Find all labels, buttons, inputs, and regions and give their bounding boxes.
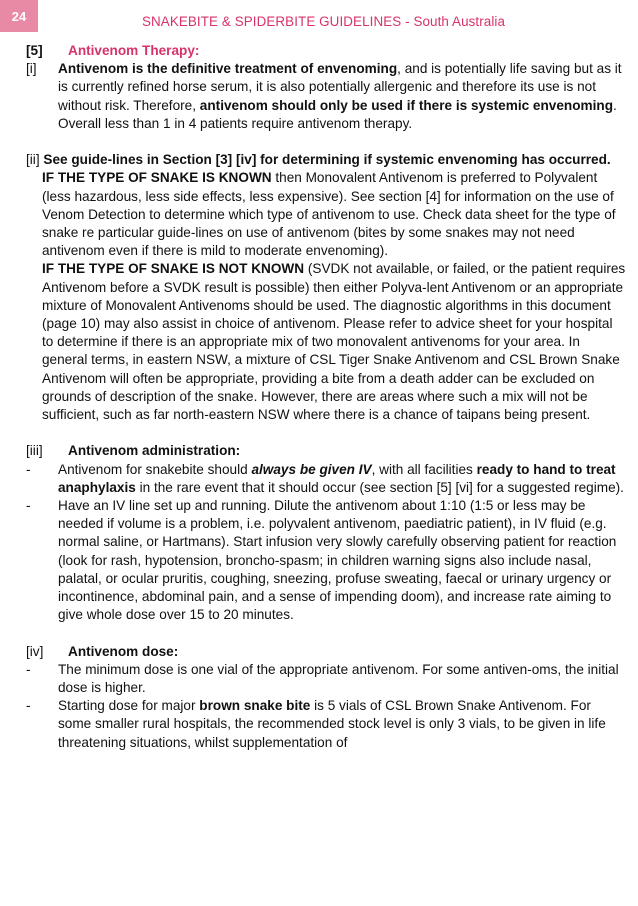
- page-number: 24: [11, 8, 27, 24]
- section-5-heading: [26, 42, 626, 60]
- list-item-text: Have an IV line set up and running. Dilute the antivenom about 1:10 (1:5 or less may be needed if volume is a problem, i.e. polyvalent antivenom, paediatric patient), in IV fluid (e.g. normal saline, or Hartmans). Start infusion very slowly carefully observing patient for reaction (look for rash, hypotension, broncho-spasm; in children warning signs also include nasal, palatal, or ocular pruritis, coughing, sneezing, profuse sweating, faecal or urinary urgency or incontinence, abdominal pain, and a sense of impending doom), and increase rate aiming to give whole dose over 15 to 20 minutes.: [58, 498, 617, 623]
- paragraph-text: [26, 169, 626, 260]
- text-run: Starting dose for major: [58, 698, 200, 714]
- bullet-dash: -: [26, 698, 31, 714]
- section-marker: [iii]: [26, 443, 43, 459]
- item-marker: [ii]: [26, 152, 40, 168]
- text-run: then Monovalent Antivenom is preferred to Polyvalent (less hazardous, less side effects, less expensive). See section [4] for information on the use of Venom Detection to determine which type of antivenom to use. Check data sheet for the type of snake re particular guide-lines on use of antivenom (bites by some snakes may not need antivenom even if there is mild to moderate envenoming).: [42, 170, 616, 259]
- section-heading: Antivenom dose:: [68, 643, 179, 659]
- bold-phrase: ready to hand to treat anaphylaxis: [58, 461, 616, 495]
- text-run: is 5 vials of CSL Brown Snake Antivenom. For some smaller rural hospitals, the recommended stock level is only 3 vials, to be given in life threatening situations, whilst supplementation of: [58, 698, 606, 750]
- section-iv-heading: [26, 643, 626, 661]
- text-run: (SVDK not available, or failed, or the patient requires Antivenom before a SVDK result is possible) then either Polyva-lent Antivenom or an appropriate mixture of Monovalent Antivenoms should be used. The diagnostic algorithms in this document (page 10) may also assist in choice of antivenom. Please refer to advice sheet for your hospital to determine if there is an appropriate mix of two monovalent antivenoms for your area. In general terms, in eastern NSW, a mixture of CSL Tiger Snake Antivenom and CSL Brown Snake Antivenom will often be appropriate, providing a bite from a death adder can be excluded on grounds of description of the snake. However, there are areas where such a mix will not be sufficient, such as far north-eastern NSW where there is a chance of taipans being present.: [42, 261, 626, 423]
- paragraph-text: [42, 60, 626, 133]
- text-run: Antivenom for snakebite should: [58, 461, 252, 477]
- section-heading: Antivenom administration:: [68, 443, 241, 459]
- page-number-tab: [0, 0, 38, 32]
- document-body: [26, 42, 626, 752]
- section-marker: [5]: [26, 43, 43, 58]
- bold-phrase: Antivenom is the definitive treatment of envenoming: [58, 61, 398, 77]
- text-run: , with all facilities: [371, 461, 477, 477]
- bullet-dash: -: [26, 661, 31, 677]
- paragraph-text: [26, 260, 626, 424]
- text-run: in the rare event that it should occur (see section [5] [vi] for a suggested regime).: [135, 479, 624, 495]
- text-run: , and is potentially life saving but as it is currently refined horse serum, it is also potentially allergenic and therefore its use is not without risk. Therefore,: [58, 61, 622, 113]
- item-marker: [i]: [26, 61, 37, 77]
- bullet-dash: -: [26, 498, 31, 514]
- spacer: [26, 624, 626, 642]
- bold-phrase: See guide-lines in Section [3] [iv] for determining if systemic envenoming has occurred.: [43, 152, 611, 168]
- bold-phrase: IF THE TYPE OF SNAKE IS KNOWN: [42, 170, 272, 186]
- text-run: . Overall less than 1 in 4 patients require antivenom therapy.: [58, 97, 617, 131]
- spacer: [26, 424, 626, 442]
- list-item: [26, 697, 626, 752]
- bold-phrase: brown snake bite: [199, 698, 311, 714]
- paragraph-text: [26, 151, 626, 169]
- section-marker: [iv]: [26, 643, 44, 659]
- list-item: [26, 661, 626, 697]
- bold-phrase: IF THE TYPE OF SNAKE IS NOT KNOWN: [42, 261, 305, 277]
- list-item-text: [42, 697, 626, 752]
- list-item: [26, 461, 626, 497]
- running-header-title: SNAKEBITE & SPIDERBITE GUIDELINES - South Australia: [142, 14, 506, 29]
- bold-phrase: antivenom should only be used if there is systemic envenoming: [199, 97, 613, 113]
- list-item-text: [42, 461, 626, 497]
- list-item: [26, 497, 626, 624]
- paragraph-ii: [26, 151, 626, 424]
- section-iii-heading: [26, 442, 626, 460]
- bold-italic-phrase: always be given IV: [251, 461, 372, 477]
- list-item-text: The minimum dose is one vial of the appropriate antivenom. For some antiven-oms, the initial dose is higher.: [58, 661, 619, 696]
- bullet-dash: -: [26, 461, 31, 477]
- section-heading: Antivenom Therapy:: [68, 43, 200, 58]
- paragraph-i: [26, 60, 626, 133]
- spacer: [26, 133, 626, 151]
